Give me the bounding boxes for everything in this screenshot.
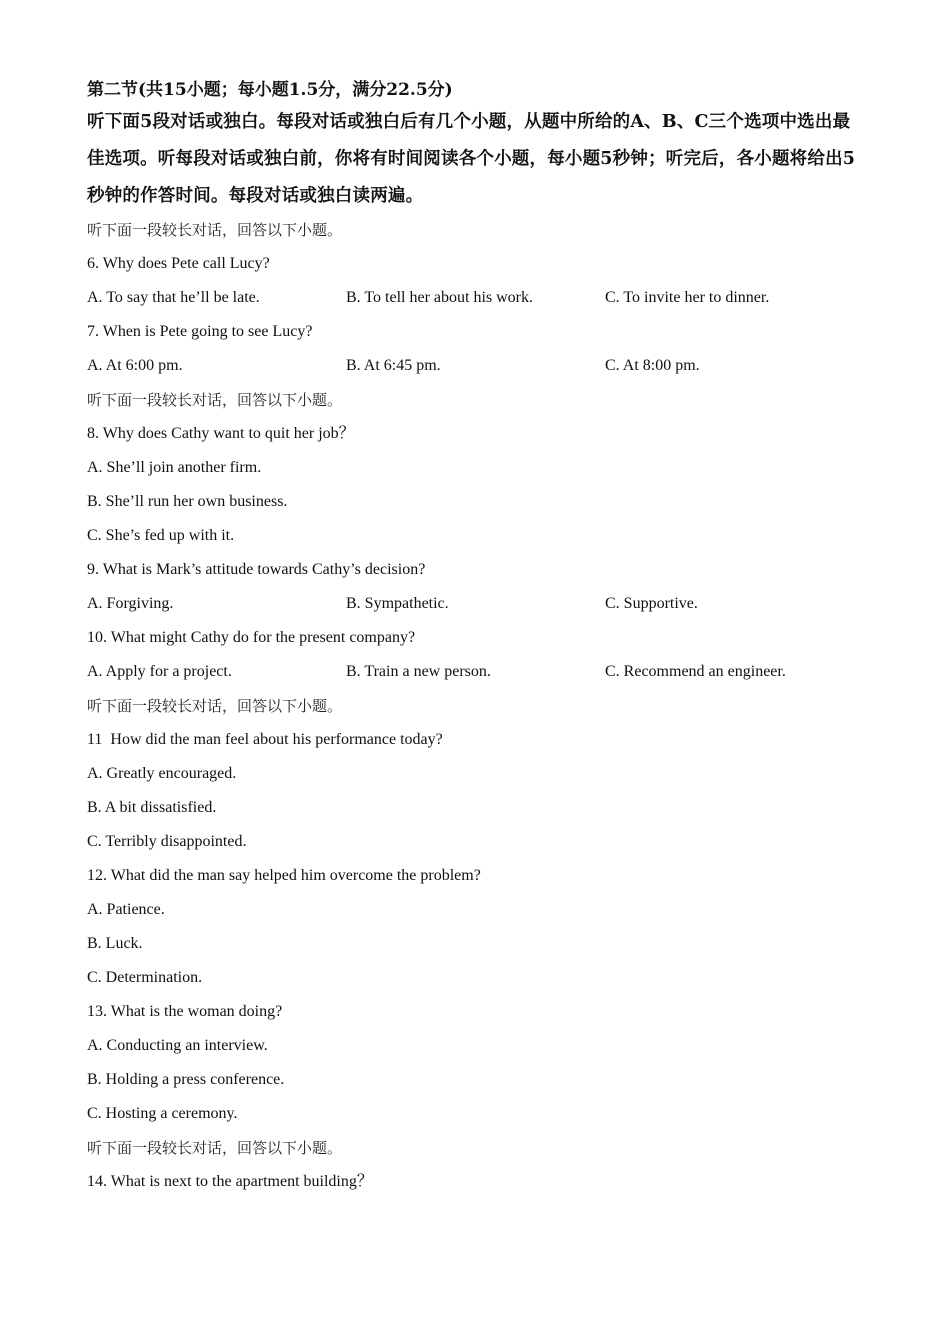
question-13: 13. What is the woman doing? (87, 1003, 283, 1020)
option-12a: A. Patience. (87, 901, 165, 918)
option-13a: A. Conducting an interview. (87, 1037, 268, 1054)
options-6 (87, 281, 867, 315)
option-6b: B. To tell her about his work. (346, 289, 534, 306)
option-13c: C. Hosting a ceremony. (87, 1105, 238, 1122)
option-10b: B. Train a new person. (346, 663, 491, 680)
question-12: 12. What did the man say helped him overcome the problem? (87, 867, 481, 884)
option-10c: C. Recommend an engineer. (605, 663, 786, 680)
option-8a: A. She’ll join another firm. (87, 459, 262, 476)
question-8: 8. Why does Cathy want to quit her job？ (87, 425, 355, 442)
direction-1: 听下面一段较长对话，回答以下小题。 (87, 221, 343, 239)
option-9a: A. Forgiving. (87, 595, 174, 612)
options-9 (87, 587, 867, 621)
question-14: 14. What is next to the apartment building？ (87, 1173, 373, 1190)
question-6: 6. Why does Pete call Lucy? (87, 255, 270, 272)
document-page (87, 76, 867, 1199)
option-11c: C. Terribly disappointed. (87, 833, 247, 850)
option-11a: A. Greatly encouraged. (87, 765, 237, 782)
option-12c: C. Determination. (87, 969, 203, 986)
question-10: 10. What might Cathy do for the present company? (87, 629, 416, 646)
direction-3: 听下面一段较长对话，回答以下小题。 (87, 697, 343, 715)
option-9c: C. Supportive. (605, 595, 698, 612)
option-13b: B. Holding a press conference. (87, 1071, 285, 1088)
option-8b: B. She’ll run her own business. (87, 493, 288, 510)
option-6a: A. To say that he’ll be late. (87, 289, 260, 306)
question-7: 7. When is Pete going to see Lucy? (87, 323, 313, 340)
option-6c: C. To invite her to dinner. (605, 289, 770, 306)
option-7b: B. At 6:45 pm. (346, 357, 441, 374)
option-7a: A. At 6:00 pm. (87, 357, 183, 374)
section-title: 第二节(共15小题；每小题1.5分，满分22.5分) (87, 80, 453, 100)
option-11b: B. A bit dissatisfied. (87, 799, 217, 816)
direction-4: 听下面一段较长对话，回答以下小题。 (87, 1139, 343, 1157)
question-11: 11 How did the man feel about his performance today? (87, 731, 443, 748)
direction-2: 听下面一段较长对话，回答以下小题。 (87, 391, 343, 409)
option-9b: B. Sympathetic. (346, 595, 449, 612)
option-10a: A. Apply for a project. (87, 663, 232, 680)
option-7c: C. At 8:00 pm. (605, 357, 700, 374)
options-10 (87, 655, 867, 689)
section-instructions: 听下面5段对话或独白。每段对话或独白后有几个小题，从题中所给的A、B、C三个选项中选出最佳选项。听每段对话或独白前，你将有时间阅读各个小题，每小题5秒钟；听完后，各小题将给出5秒钟的作答时间。每段对话或独白读两遍。 (87, 112, 856, 206)
option-12b: B. Luck. (87, 935, 143, 952)
option-8c: C. She’s fed up with it. (87, 527, 235, 544)
question-9: 9. What is Mark’s attitude towards Cathy’s decision? (87, 561, 426, 578)
options-7 (87, 349, 867, 383)
